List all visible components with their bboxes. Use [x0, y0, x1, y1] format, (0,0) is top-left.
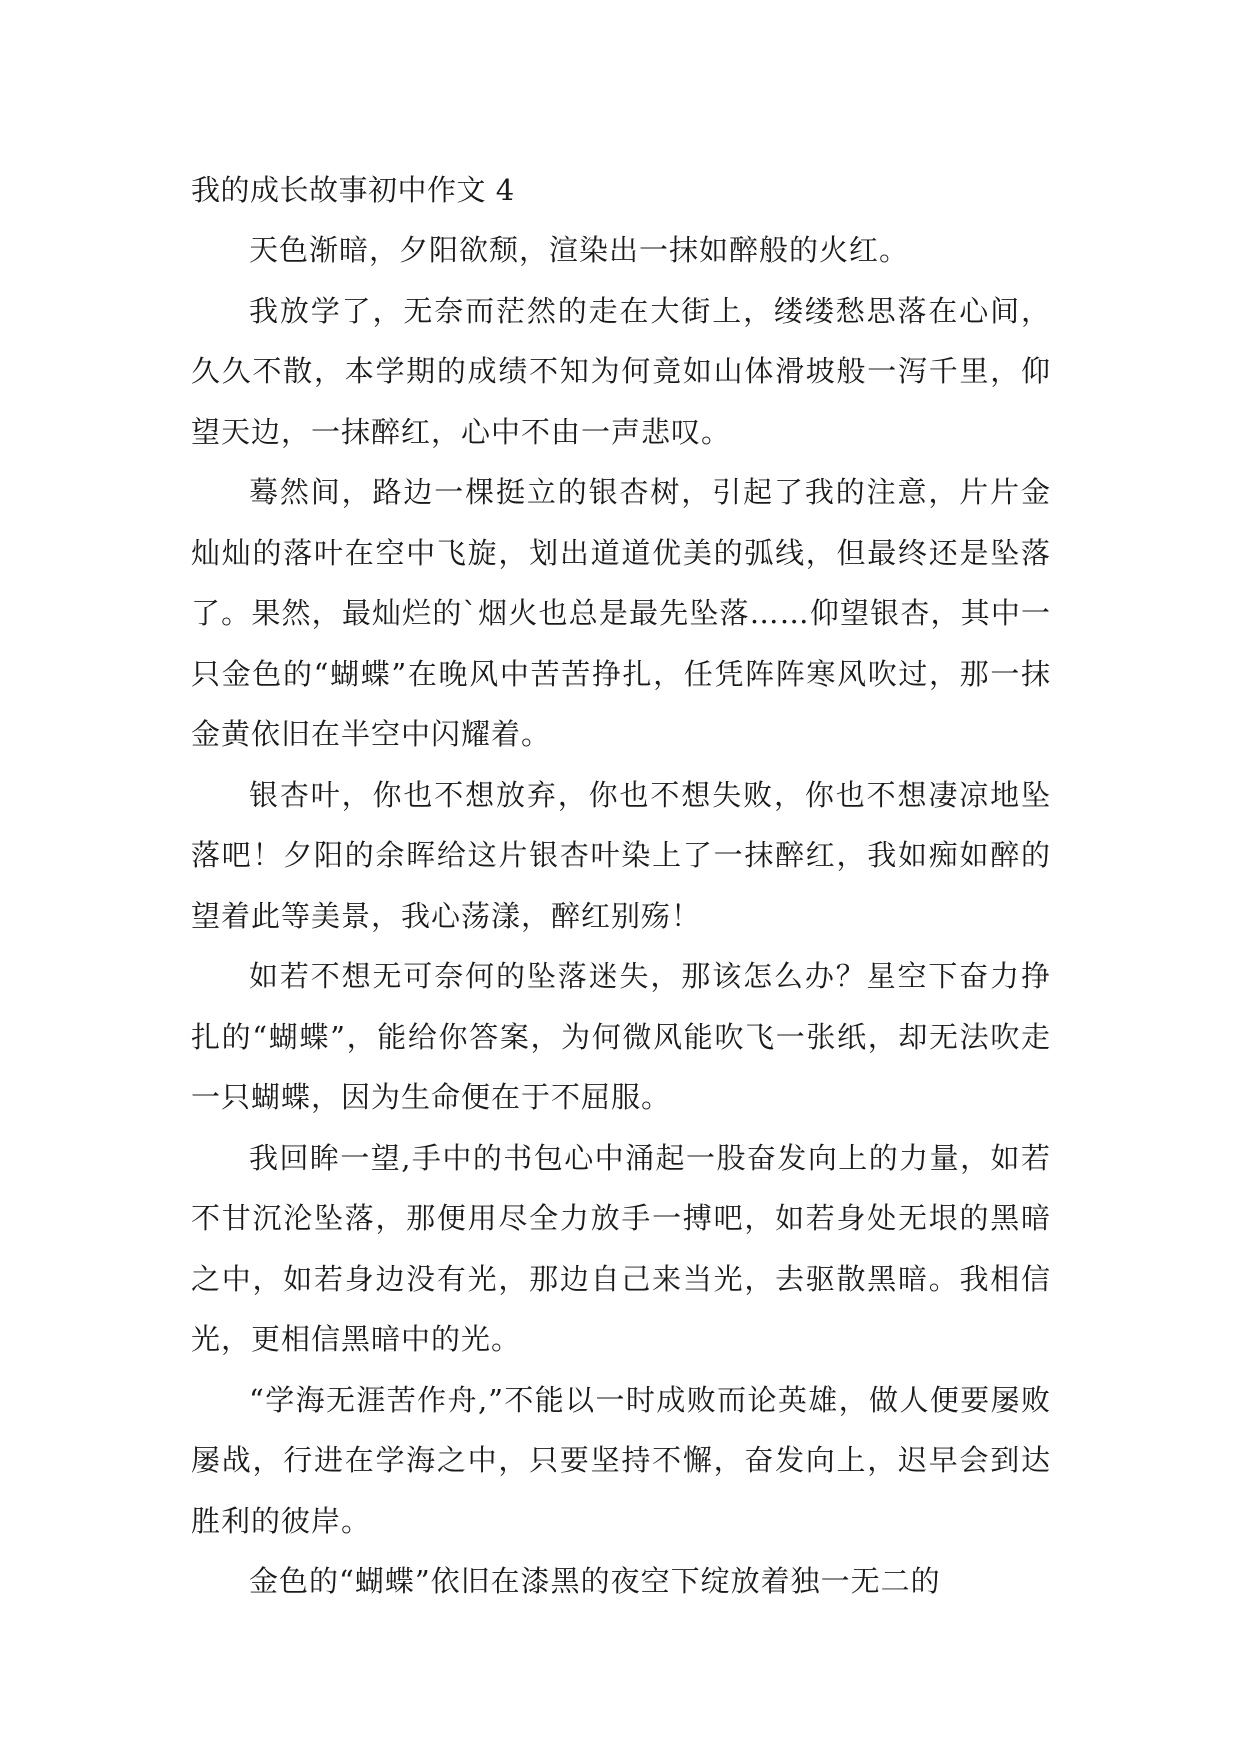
- paragraph-5: 如若不想无可奈何的坠落迷失，那该怎么办？星空下奋力挣扎的“蝴蝶”，能给你答案，为何微风能吹飞一张纸，却无法吹走一只蝴蝶，因为生命便在于不屈服。: [191, 959, 1051, 1114]
- paragraph-6: 我回眸一望,手中的书包心中涌起一股奋发向上的力量，如若不甘沉沦坠落，那便用尽全力放手一搏吧，如若身处无垠的黑暗之中，如若身边没有光，那边自己来当光，去驱散黑暗。我相信光，更相信黑暗中的光。: [191, 1140, 1051, 1356]
- paragraph-2: 我放学了，无奈而茫然的走在大街上，缕缕愁思落在心间，久久不散，本学期的成绩不知为何竟如山体滑坡般一泻千里，仰望天边，一抹醉红，心中不由一声悲叹。: [191, 293, 1051, 449]
- document-title: 我的成长故事初中作文 4: [191, 173, 515, 207]
- paragraph-7: “学海无涯苦作舟,”不能以一时成败而论英雄，做人便要屡败屡战，行进在学海之中，只要坚持不懈，奋发向上，迟早会到达胜利的彼岸。: [191, 1382, 1051, 1538]
- paragraph-1: 天色渐暗，夕阳欲颓，渲染出一抹如醉般的火红。: [249, 233, 910, 267]
- document-body: [191, 160, 1051, 1612]
- paragraph-3: 蓦然间，路边一棵挺立的银杏树，引起了我的注意，片片金灿灿的落叶在空中飞旋，划出道道优美的弧线，但最终还是坠落了。果然，最灿烂的`烟火也总是最先坠落……仰望银杏，其中一只金色的“蝴蝶”在晚风中苦苦挣扎，任凭阵阵寒风吹过，那一抹金黄依旧在半空中闪耀着。: [191, 475, 1051, 751]
- paragraph-8: 金色的“蝴蝶”依旧在漆黑的夜空下绽放着独一无二的: [249, 1564, 941, 1598]
- paragraph-4: 银杏叶，你也不想放弃，你也不想失败，你也不想凄凉地坠落吧！夕阳的余晖给这片银杏叶染上了一抹醉红，我如痴如醉的望着此等美景，我心荡漾，醉红别殇！: [191, 777, 1051, 933]
